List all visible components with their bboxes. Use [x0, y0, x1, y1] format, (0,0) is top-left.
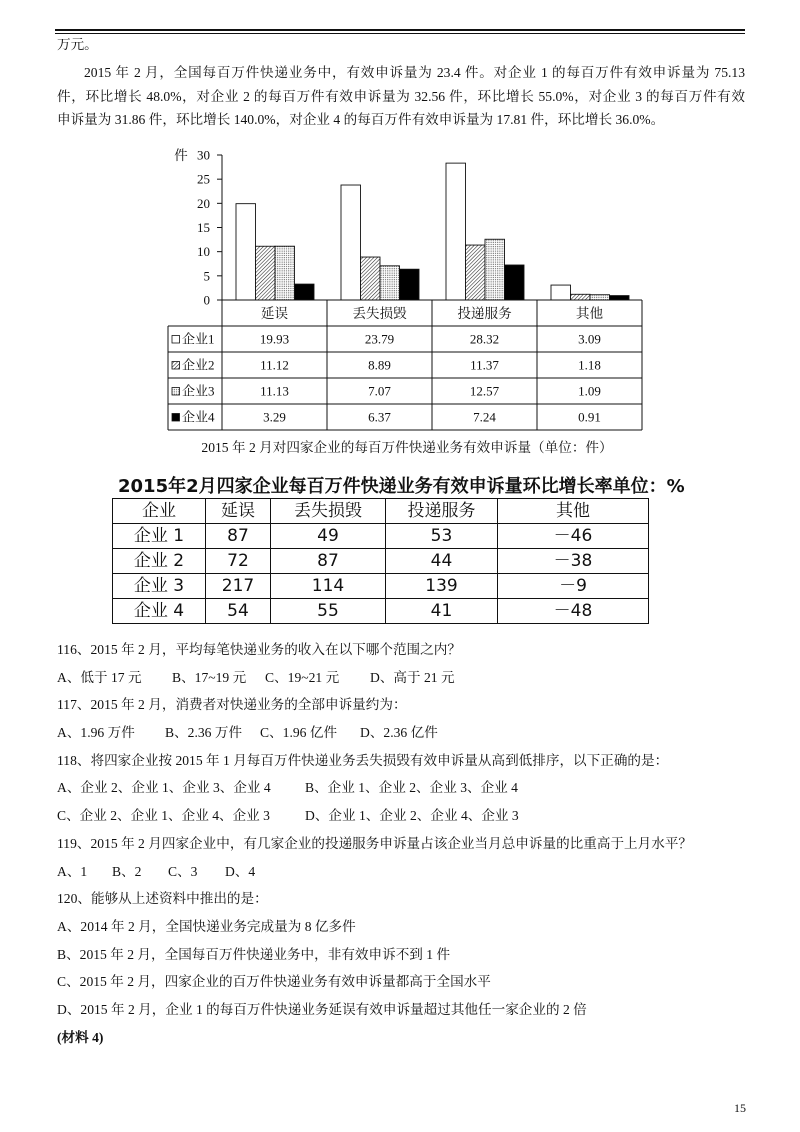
data-value-label: 12.57 [469, 383, 500, 399]
table-cell: 55 [271, 599, 386, 624]
y-tick-label: 5 [203, 268, 210, 284]
x-category-label: 丢失损毁 [352, 306, 407, 321]
data-value-label: 28.32 [469, 331, 500, 347]
option-c: C、3 [168, 863, 198, 879]
data-value-label: 1.18 [578, 357, 601, 373]
data-value-label: 19.93 [259, 331, 290, 347]
paragraph-line: 件，环比增长 48.0%，对企业 2 的每百万件有效申诉量为 32.56 件，环比增长 55.0%，对企业 3 的每百万件有效 [57, 88, 745, 104]
column-header-enterprise: 企业 [113, 499, 206, 524]
legend-label: 企业1 [182, 331, 215, 347]
data-value-label: 23.79 [364, 331, 395, 347]
column-header-delivery-service: 投递服务 [386, 499, 498, 524]
table-row [113, 549, 649, 574]
table-cell: 企业 2 [113, 549, 206, 574]
data-value-label: 1.09 [578, 383, 601, 399]
bar-series-3-category-2 [380, 266, 400, 300]
question-117-stem: 117、2015 年 2 月，消费者对快递业务的全部申诉量约为： [57, 697, 407, 713]
data-value-label: 8.89 [368, 357, 391, 373]
option-a: A、企业 2、企业 1、企业 3、企业 4 [57, 780, 271, 796]
material-label: (材料 4) [57, 1029, 104, 1045]
growth-rate-table [112, 498, 649, 624]
x-category-label: 延误 [260, 306, 289, 321]
data-value-label: 3.09 [578, 331, 601, 347]
table-cell: 87 [271, 549, 386, 574]
legend-marker-series-3 [172, 388, 180, 396]
table-cell: 54 [206, 599, 271, 624]
bar-series-4-category-1 [295, 284, 315, 300]
column-header-delay: 延误 [206, 499, 271, 524]
chart-caption: 2015 年 2 月对四家企业的每百万件快递业务有效申诉量（单位：件） [201, 440, 613, 455]
option-d: D、企业 1、企业 2、企业 4、企业 3 [305, 808, 519, 824]
table-cell: －9 [498, 574, 649, 599]
table-row [113, 524, 649, 549]
table-cell: 44 [386, 549, 498, 574]
y-axis-unit-label: 件 [174, 148, 188, 163]
header-double-rule [55, 29, 745, 34]
question-118-stem: 118、将四家企业按 2015 年 1 月每百万件快递业务丢失损毁有效申诉量从高到低排序，以下正确的是： [57, 752, 669, 768]
option-c: C、企业 2、企业 1、企业 4、企业 3 [57, 808, 270, 824]
y-tick-label: 0 [203, 292, 210, 308]
table-cell: －38 [498, 549, 649, 574]
option-b: B、2015 年 2 月，全国每百万件快递业务中，非有效申诉不到 1 件 [57, 946, 451, 962]
table-cell: －48 [498, 599, 649, 624]
column-header-other: 其他 [498, 499, 649, 524]
option-b: B、2 [112, 863, 142, 879]
option-d: D、4 [225, 863, 256, 879]
question-116-stem: 116、2015 年 2 月，平均每笔快递业务的收入在以下哪个范围之内？ [57, 642, 461, 657]
growth-table-header-row [113, 499, 649, 524]
data-value-label: 7.07 [368, 383, 391, 399]
data-value-label: 11.13 [260, 383, 289, 399]
data-value-label: 6.37 [368, 409, 391, 425]
table-cell: 217 [206, 574, 271, 599]
bar-series-2-category-4 [571, 294, 591, 300]
table-cell: 企业 4 [113, 599, 206, 624]
table-cell: 企业 1 [113, 524, 206, 549]
option-d: D、高于 21 元 [370, 669, 455, 685]
questions [57, 636, 757, 1051]
option-a: A、低于 17 元 [57, 669, 142, 685]
question-117-options [57, 719, 757, 747]
table-cell: 87 [206, 524, 271, 549]
data-value-label: 11.12 [260, 357, 289, 373]
bar-series-2-category-2 [361, 257, 381, 300]
page-number: 15 [734, 1101, 746, 1115]
bar-series-1-category-4 [551, 285, 571, 300]
y-tick-label: 15 [197, 220, 210, 235]
table-cell: 企业 3 [113, 574, 206, 599]
legend-marker-series-4 [172, 414, 180, 422]
bar-series-4-category-2 [400, 269, 420, 300]
bar-series-1-category-1 [236, 204, 256, 300]
question-120-stem: 120、能够从上述资料中推出的是： [57, 891, 268, 907]
bar-series-1-category-2 [341, 185, 361, 300]
question-119-options [57, 858, 757, 886]
bar-series-4-category-3 [505, 265, 525, 300]
legend-label: 企业3 [182, 383, 215, 399]
bar-series-3-category-1 [275, 246, 295, 300]
question-116-options [57, 664, 757, 692]
bar-series-2-category-1 [256, 246, 276, 300]
table-cell: 139 [386, 574, 498, 599]
x-category-label: 其他 [575, 306, 604, 321]
question-119-stem: 119、2015 年 2 月四家企业中，有几家企业的投递服务申诉量占该企业当月总申诉量的比重高于上月水平？ [57, 835, 692, 851]
table-cell: 114 [271, 574, 386, 599]
data-value-label: 3.29 [263, 409, 286, 425]
option-c: C、2015 年 2 月，四家企业的百万件快递业务有效申诉量都高于全国水平 [57, 974, 491, 990]
growth-table-title: 2015年2月四家企业每百万件快递业务有效申诉量环比增长率单位：% [118, 476, 685, 497]
table-cell: 53 [386, 524, 498, 549]
paragraph-line: 申诉量为 31.86 件，环比增长 140.0%，对企业 4 的每百万件有效申诉量为 17.81 件，环比增长 36.0%。 [57, 112, 665, 127]
y-tick-label: 25 [197, 171, 210, 187]
bar-series-3-category-3 [485, 239, 505, 300]
bar-series-1-category-3 [446, 163, 466, 300]
question-118-options-cd [57, 802, 757, 830]
option-c: C、19~21 元 [265, 669, 340, 685]
intro-paragraph [57, 61, 745, 132]
option-c: C、1.96 亿件 [260, 725, 338, 741]
option-a: A、2014 年 2 月，全国快递业务完成量为 8 亿多件 [57, 918, 356, 934]
option-d: D、2.36 亿件 [360, 725, 438, 741]
question-118-options-ab [57, 774, 757, 802]
y-tick-label: 20 [197, 195, 210, 211]
bar-series-4-category-4 [610, 296, 630, 300]
column-header-loss-damage: 丢失损毁 [271, 499, 386, 524]
option-d: D、2015 年 2 月，企业 1 的每百万件快递业务延误有效申诉量超过其他任一家企业的 2 倍 [57, 1001, 587, 1017]
option-a: A、1.96 万件 [57, 725, 135, 741]
data-value-label: 7.24 [473, 409, 496, 425]
table-cell: 41 [386, 599, 498, 624]
option-b: B、2.36 万件 [165, 725, 243, 741]
table-cell: 72 [206, 549, 271, 574]
bar-series-3-category-4 [590, 295, 610, 300]
y-tick-label: 30 [197, 147, 210, 163]
legend-label: 企业2 [182, 357, 215, 373]
chart-marks [168, 148, 642, 431]
option-b: B、企业 1、企业 2、企业 3、企业 4 [305, 780, 518, 796]
complaints-bar-chart [160, 140, 650, 435]
table-row [113, 599, 649, 624]
table-cell: －46 [498, 524, 649, 549]
bar-series-2-category-3 [466, 245, 486, 300]
paragraph-line: 2015 年 2 月，全国每百万件快递业务中，有效申诉量为 23.4 件。对企业 1 的每百万件有效申诉量为 75.13 [84, 65, 745, 80]
x-category-label: 投递服务 [457, 306, 512, 321]
y-tick-label: 10 [197, 244, 210, 260]
option-b: B、17~19 元 [172, 669, 247, 685]
data-value-label: 11.37 [470, 357, 499, 373]
legend-label: 企业4 [182, 409, 215, 425]
table-row [113, 574, 649, 599]
legend-marker-series-2 [172, 362, 180, 370]
table-cell: 49 [271, 524, 386, 549]
option-a: A、1 [57, 863, 88, 879]
legend-marker-series-1 [172, 336, 180, 344]
carryover-text: 万元。 [57, 37, 98, 52]
data-value-label: 0.91 [578, 409, 601, 425]
